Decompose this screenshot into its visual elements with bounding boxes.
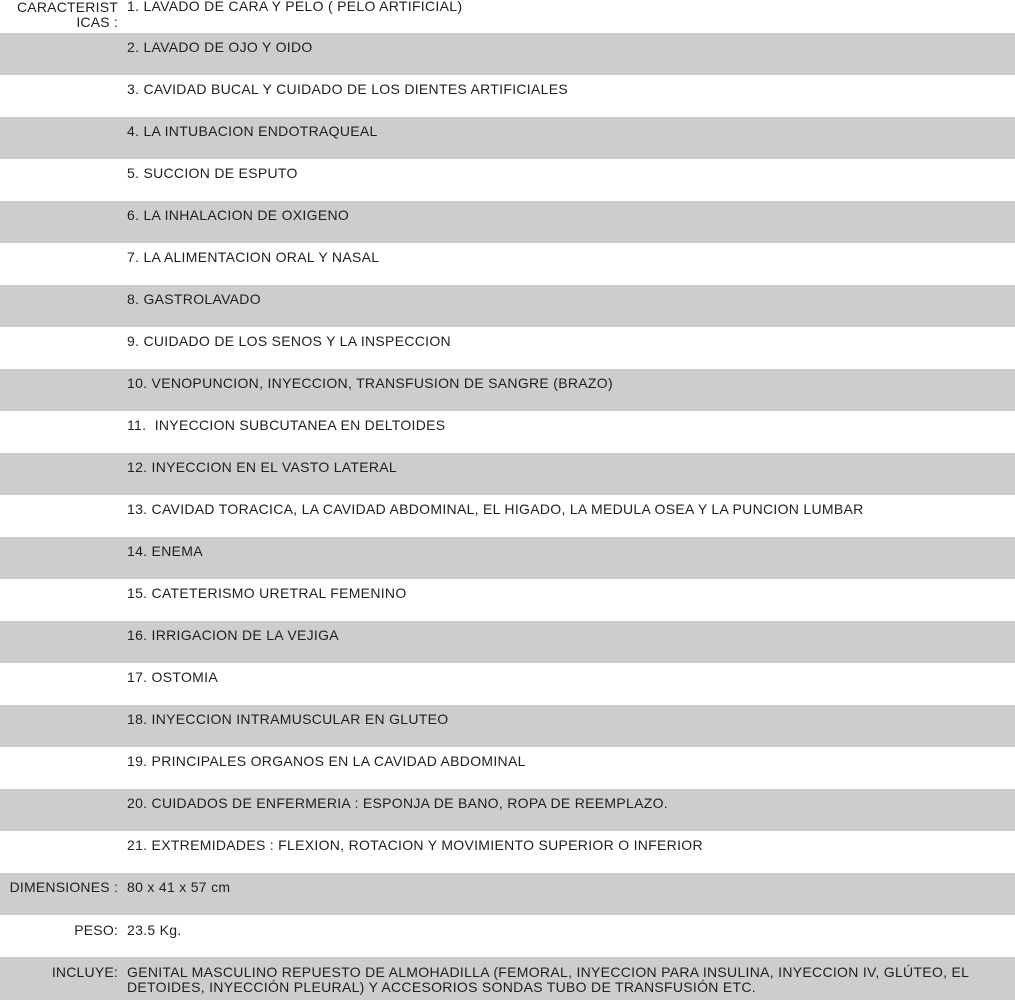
caracteristica-item: 21. EXTREMIDADES : FLEXION, ROTACION Y MOVIMIENTO SUPERIOR O INFERIOR xyxy=(127,837,703,853)
caracteristicas-label: CARACTERIST ICAS : xyxy=(17,0,118,30)
caracteristica-item: 11. INYECCION SUBCUTANEA EN DELTOIDES xyxy=(127,417,446,433)
spec-row xyxy=(0,663,1015,705)
spec-row-caracteristicas xyxy=(0,0,1015,33)
peso-value: 23.5 Kg. xyxy=(127,922,182,938)
spec-row-dimensiones xyxy=(0,873,1015,915)
spec-row xyxy=(0,705,1015,747)
caracteristica-item: 7. LA ALIMENTACION ORAL Y NASAL xyxy=(127,249,380,265)
spec-row xyxy=(0,75,1015,117)
caracteristica-item: 19. PRINCIPALES ORGANOS EN LA CAVIDAD ABDOMINAL xyxy=(127,753,526,769)
caracteristica-item: 17. OSTOMIA xyxy=(127,669,218,685)
spec-row xyxy=(0,327,1015,369)
spec-row xyxy=(0,285,1015,327)
spec-row xyxy=(0,495,1015,537)
caracteristica-item: 10. VENOPUNCION, INYECCION, TRANSFUSION DE SANGRE (BRAZO) xyxy=(127,375,613,391)
spec-row xyxy=(0,831,1015,873)
spec-row-peso xyxy=(0,915,1015,957)
dimensiones-label: DIMENSIONES : xyxy=(9,879,118,895)
spec-row xyxy=(0,243,1015,285)
spec-row xyxy=(0,369,1015,411)
spec-row xyxy=(0,537,1015,579)
caracteristica-item: 13. CAVIDAD TORACICA, LA CAVIDAD ABDOMINAL, EL HIGADO, LA MEDULA OSEA Y LA PUNCION LUMBAR xyxy=(127,501,864,517)
caracteristica-item: 9. CUIDADO DE LOS SENOS Y LA INSPECCION xyxy=(127,333,451,349)
incluye-label: INCLUYE: xyxy=(51,964,118,980)
caracteristica-item: 5. SUCCION DE ESPUTO xyxy=(127,165,298,181)
caracteristica-item: 18. INYECCION INTRAMUSCULAR EN GLUTEO xyxy=(127,711,449,727)
caracteristica-item: 12. INYECCION EN EL VASTO LATERAL xyxy=(127,459,398,475)
spec-row xyxy=(0,453,1015,495)
caracteristica-item: 1. LAVADO DE CARA Y PELO ( PELO ARTIFICIAL) xyxy=(127,0,463,14)
caracteristica-item: 16. IRRIGACION DE LA VEJIGA xyxy=(127,627,339,643)
spec-row xyxy=(0,579,1015,621)
spec-row xyxy=(0,117,1015,159)
caracteristica-item: 2. LAVADO DE OJO Y OIDO xyxy=(127,39,313,55)
spec-row-incluye xyxy=(0,957,1015,1000)
caracteristica-item: 20. CUIDADOS DE ENFERMERIA : ESPONJA DE BANO, ROPA DE REEMPLAZO. xyxy=(127,795,668,811)
peso-label: PESO: xyxy=(74,922,118,938)
spec-row xyxy=(0,747,1015,789)
caracteristica-item: 6. LA INHALACION DE OXIGENO xyxy=(127,207,350,223)
caracteristica-item: 8. GASTROLAVADO xyxy=(127,291,261,307)
caracteristica-item: 15. CATETERISMO URETRAL FEMENINO xyxy=(127,585,407,601)
caracteristica-item: 4. LA INTUBACION ENDOTRAQUEAL xyxy=(127,123,378,139)
spec-row xyxy=(0,789,1015,831)
spec-row xyxy=(0,159,1015,201)
incluye-value: GENITAL MASCULINO REPUESTO DE ALMOHADILLA (FEMORAL, INYECCION PARA INSULINA, INYECCION IV, GLÚTEO, EL DETOIDES, INYECCIÓN PLEURAL) Y ACCESORIOS SONDAS TUBO DE TRANSFUSIÓN ETC. xyxy=(127,964,973,995)
spec-row xyxy=(0,621,1015,663)
spec-row xyxy=(0,201,1015,243)
caracteristica-item: 14. ENEMA xyxy=(127,543,203,559)
caracteristica-item: 3. CAVIDAD BUCAL Y CUIDADO DE LOS DIENTES ARTIFICIALES xyxy=(127,81,568,97)
spec-row xyxy=(0,33,1015,75)
dimensiones-value: 80 x 41 x 57 cm xyxy=(127,879,231,895)
spec-row xyxy=(0,411,1015,453)
